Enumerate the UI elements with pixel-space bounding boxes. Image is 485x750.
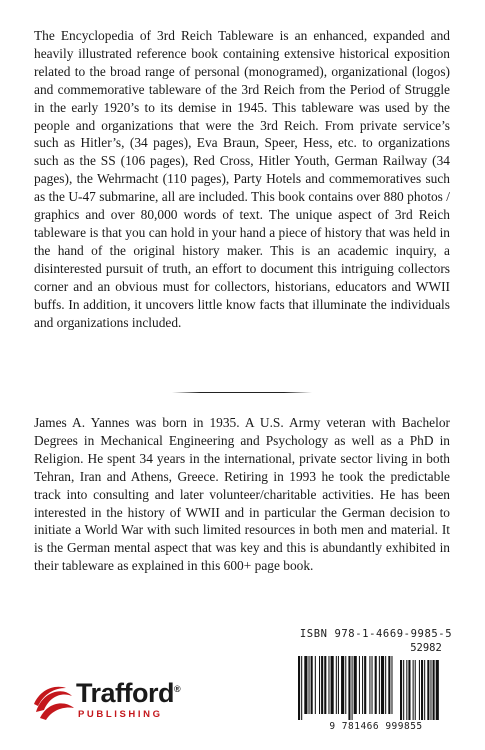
barcode-bars xyxy=(296,656,456,720)
publisher-subline: PUBLISHING xyxy=(78,709,163,720)
publisher-name: Trafford® xyxy=(76,678,181,708)
isbn-label: ISBN 978-1-4669-9985-5 xyxy=(299,628,453,640)
book-description: The Encyclopedia of 3rd Reich Tableware is an enhanced, expanded and heavily illustrated reference book containing extensive historical exposition related to the broad range of personal (monogramed), organizational (logos) and commemorative tableware of the 3rd Reich from the Period of Struggle in the early 1920’s to its demise in 1945. This tableware was used by the people and organizations that were the 3rd Reich. From private service’s such as Hitler’s, (34 pages), Eva Braun, Speer, Hess, etc. to organizations such as the SS (106 pages), Red Cross, Hitler Youth, German Railway (34 pages), the Wehrmacht (110 pages), Party Hotels and commemoratives such as the U-47 submarine, all are included. This book contains over 880 photos / graphics and over 80,000 words of text. The unique aspect of 3rd Reich tableware is that you can hold in your hand a piece of history that was held in the hand of the original history maker. This is an academic inquiry, a disinterested pursuit of truth, an effort to document this intriguing collectors corner and an obvious must for collectors, historians, educators and WWII buffs. In addition, it uncovers little know facts that illuminate the individuals and organizations included. xyxy=(34,28,450,330)
author-bio: James A. Yannes was born in 1935. A U.S. Army veteran with Bachelor Degrees in Mechanical Engineering and Psychology as well as a PhD in Religion. He spent 34 years in the international, private sector living in both Tehran, Iran and Athens, Greece. Retiring in 1993 he took the predictable track into consulting and later volunteer/charitable activities. He has been interested in the history of WWII and in particular the German decision to initiate a World War with such limited resources in both men and material. It is the German mental aspect that was key and this is abundantly exhibited in their tableware as explained in this 600+ page book. xyxy=(34,415,450,574)
price-code: 52982 xyxy=(410,642,442,654)
section-divider xyxy=(172,392,312,393)
barcode-digits: 9 781466 999855 xyxy=(329,721,423,732)
trafford-swoosh-icon xyxy=(32,682,76,726)
publisher-logo xyxy=(32,680,232,730)
isbn-barcode-block xyxy=(296,628,456,738)
